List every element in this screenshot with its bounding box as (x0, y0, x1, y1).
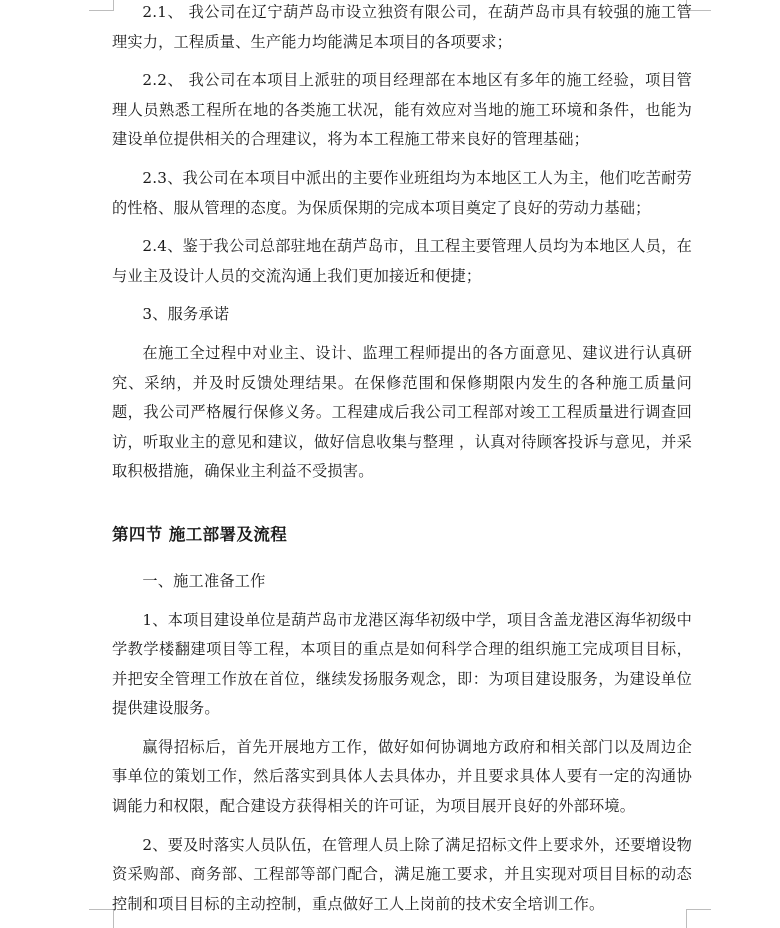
paragraph-2-3: 2.3、我公司在本项目中派出的主要作业班组均为本地区工人为主，他们吃苦耐劳的性格、服从管理的态度。为保质保期的完成本项目奠定了良好的劳动力基础； (112, 168, 692, 217)
paragraph-2-1: 2.1、 我公司在辽宁葫芦岛市设立独资有限公司，在葫芦岛市具有较强的施工管理实力，工程质量、生产能力均能满足本项目的各项要求； (112, 3, 692, 51)
subheading-construction-preparation: 一、施工准备工作 (142, 571, 266, 590)
paragraph-service-commitment: 在施工全过程中对业主、设计、监理工程师提出的各方面意见、建议进行认真研究、采纳，并及时反馈处理结果。在保修范围和保修期限内发生的各种施工质量问题，我公司严格履行保修义务。工程建成后我公司工程部对竣工工程质量进行调查回访，听取业主的意见和建议，做好信息收集与整理 ，认真对待顾客投诉与意见，并采取积极措施，确保业主利益不受损害。 (112, 343, 692, 481)
paragraph-2-2: 2.2、 我公司在本项目上派驻的项目经理部在本地区有多年的施工经验，项目管理人员熟悉工程所在地的各类施工状况，能有效应对当地的施工环境和条件，也能为建设单位提供相关的合理建议，将为本工程施工带来良好的管理基础； (112, 71, 692, 149)
document-body (112, 0, 692, 919)
section-heading: 第四节 施工部署及流程 (112, 524, 288, 544)
subheading-service-commitment: 3、服务承诺 (142, 305, 230, 324)
paragraph-2-4: 2.4、鉴于我公司总部驻地在葫芦岛市，且工程主要管理人员均为本地区人员，在与业主及设计人员的交流沟通上我们更加接近和便捷； (112, 237, 692, 285)
crop-mark-top-left (89, 0, 114, 11)
paragraph-item-1: 1、本项目建设单位是葫芦岛市龙港区海华初级中学，项目含盖龙港区海华初级中学教学楼翻建项目等工程，本项目的重点是如何科学合理的组织施工完成项目目标，并把安全管理工作放在首位，继续发扬服务观念，即：为项目建设服务，为建设单位提供建设服务。 (112, 610, 692, 718)
paragraph-item-2: 2、要及时落实人员队伍，在管理人员上除了满足招标文件上要求外，还要增设物资采购部、商务部、工程部等部门配合，满足施工要求，并且实现对项目目标的动态控制和项目目标的主动控制，重点做好工人上岗前的技术安全培训工作。 (112, 835, 692, 913)
crop-mark-bottom-left (89, 909, 114, 928)
paragraph-after-bid: 赢得招标后，首先开展地方工作，做好如何协调地方政府和相关部门以及周边企事单位的策划工作，然后落实到具体人去具体办，并且要求具体人要有一定的沟通协调能力和权限，配合建设方获得相关的许可证，为项目展开良好的外部环境。 (112, 737, 692, 816)
